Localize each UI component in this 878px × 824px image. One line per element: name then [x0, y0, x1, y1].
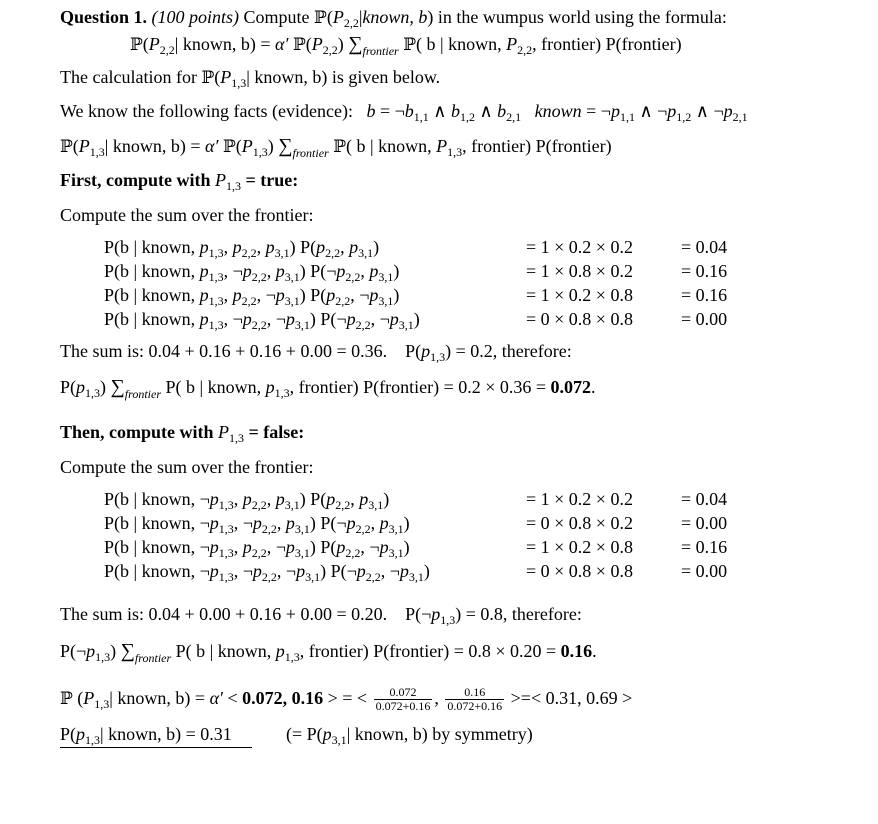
final-true-value: 0.072	[550, 377, 592, 397]
heading-false-text: Then, compute with	[60, 422, 214, 442]
question-points: (100 points)	[151, 7, 240, 27]
final-false-dot: .	[592, 641, 597, 661]
question-text: Compute	[243, 7, 310, 27]
row-false-4-mid: = 0 × 0.8 × 0.8	[526, 561, 633, 581]
final-true-mid: , frontier) P(frontier) = 0.2 × 0.36 =	[289, 377, 547, 397]
formula-tail: b | known,	[426, 34, 502, 54]
heading-true-text: First, compute with	[60, 170, 211, 190]
fraction-2-num: 0.16	[445, 686, 504, 700]
final-true-dot: .	[591, 377, 596, 397]
row-false-2-res: = 0.00	[681, 513, 728, 533]
final-answer-underline	[60, 747, 252, 748]
question-text-tail: in the wumpus world using the formula:	[437, 7, 727, 27]
row-false-1-lhs: P(b | known, $\neg p_{1,3}$, $p_{2,2}$, $p_{3,1}$) $P(p_{2,2}$, $p_{3,1}$)	[104, 489, 390, 512]
heading-true-tail: = true:	[245, 170, 299, 190]
symmetry-text: known, b) by symmetry)	[354, 724, 533, 744]
row-true-1-mid: = 1 × 0.2 × 0.2	[526, 237, 633, 257]
fraction-2	[445, 686, 504, 713]
final-false-value: 0.16	[560, 641, 593, 661]
sum-over-false: Compute the sum over the frontier:	[60, 457, 314, 477]
conclusion-v1: 0.072	[242, 687, 283, 708]
fraction-1-den: 0.072+0.16	[375, 699, 431, 714]
row-true-2-res: = 0.16	[681, 261, 728, 281]
sum-over-true: Compute the sum over the frontier:	[60, 205, 314, 225]
sum-is-true: The sum is: 0.04 + 0.16 + 0.16 + 0.00 = 0.36. $P(p_{1,3}) = 0.2$, therefore:	[60, 341, 572, 364]
calc-intro: The calculation for $ℙ(P_{1,3}|$ known, b) is given below.	[60, 67, 441, 90]
question-label: Question 1.	[60, 7, 148, 27]
fraction-2-den: 0.072+0.16	[447, 699, 503, 714]
evidence-label: We know the following facts (evidence):	[60, 101, 353, 121]
row-false-4-lhs: P(b | known, $\neg p_{1,3}$, $\neg p_{2,2}$, $\neg p_{3,1}$) $P(\neg p_{2,2}$, $\neg p_{3,1}$)	[104, 561, 430, 584]
row-true-4-mid: = 0 × 0.8 × 0.8	[526, 309, 633, 329]
sum-is-false: The sum is: 0.04 + 0.00 + 0.16 + 0.00 = 0.20. $P(\neg p_{1,3}) = 0.8$, therefore:	[60, 604, 582, 627]
prior-true: = 0.2, therefore:	[455, 341, 572, 361]
row-false-3-mid: = 1 × 0.2 × 0.8	[526, 537, 633, 557]
final-true: $P(p_{1,3})$ $\sum_{frontier}$ P( b | known, $p_{1,3}$, frontier) P(frontier) = 0.2 × 0.36 = 0.072.	[60, 376, 596, 401]
fraction-1-num: 0.072	[374, 686, 433, 700]
sum-is-true-text: The sum is: 0.04 + 0.16 + 0.16 + 0.00 = 0.36.	[60, 341, 388, 361]
row-true-2-lhs: P(b | known, $p_{1,3}$, $\neg p_{2,2}$, $p_{3,1}$) $P(\neg p_{2,2}$, $p_{3,1}$)	[104, 261, 400, 284]
row-true-4-res: = 0.00	[681, 309, 728, 329]
p13-formula: $ℙ(P_{1,3}|$ known, b) = α′ $ℙ(P_{1,3})$ $\sum_{frontier}$ ℙ( b | known, $P_{1,3}$, frontier) P(frontier)	[60, 135, 612, 160]
conclusion-known-b: known, b) =	[117, 687, 206, 708]
heading-true: First, compute with $P_{1,3}$ = true:	[60, 170, 299, 193]
row-false-1-mid: = 1 × 0.2 × 0.2	[526, 489, 633, 509]
row-true-4-lhs: P(b | known, $p_{1,3}$, $\neg p_{2,2}$, $\neg p_{3,1}$) $P(\neg p_{2,2}$, $\neg p_{3,1}$)	[104, 309, 420, 332]
row-false-3-res: = 0.16	[681, 537, 728, 557]
final-true-prefix: P( b | known,	[165, 377, 262, 397]
prior-false: = 0.8, therefore:	[465, 604, 582, 624]
conclusion-line: ℙ ($P_{1,3}|$ known, b) = α′ < 0.072, 0.16 > = < $\frac{0.072}{0.072+0.16}$ , $\frac{0.16}{0.072+0.16}$ >=< 0.31, 0.69 >	[60, 685, 633, 714]
question-line: Question 1. (100 points) Compute $ℙ(P_{2,2}|known$, b) in the wumpus world using the formula:	[60, 7, 727, 30]
final-false-prefix: P( b | known,	[175, 641, 272, 661]
row-false-1-res: = 0.04	[681, 489, 728, 509]
conclusion-v2: 0.16	[291, 687, 324, 708]
final-false-mid: , frontier) P(frontier) = 0.8 × 0.20 =	[299, 641, 557, 661]
final-answer-text: known, b) = 0.31	[108, 724, 232, 744]
final-answer: $P(p_{1,3}|$ known, b) = 0.31	[60, 724, 232, 747]
row-true-2-mid: = 1 × 0.8 × 0.2	[526, 261, 633, 281]
symmetry-note: (= $P(p_{3,1}|$ known, b) by symmetry)	[286, 724, 533, 747]
conclusion-result: >=< 0.31, 0.69 >	[510, 687, 633, 708]
row-false-2-lhs: P(b | known, $\neg p_{1,3}$, $\neg p_{2,2}$, $p_{3,1}$) $P(\neg p_{2,2}$, $p_{3,1}$)	[104, 513, 410, 536]
row-false-2-mid: = 0 × 0.8 × 0.2	[526, 513, 633, 533]
calc-text: The calculation for	[60, 67, 197, 87]
row-true-1-lhs: P(b | known, $p_{1,3}$, $p_{2,2}$, $p_{3,1}$) $P(p_{2,2}$, $p_{3,1}$)	[104, 237, 380, 260]
evidence-line: We know the following facts (evidence): $b = \neg b_{1,1}$ ∧ $b_{1,2}$ ∧ $b_{2,1}$ known = $\neg p_{1,1}$ ∧ $\neg p_{1,2}$ ∧ $\neg p_{2,1}$	[60, 101, 748, 124]
row-true-1-res: = 0.04	[681, 237, 728, 257]
fraction-1	[374, 686, 433, 713]
row-false-4-res: = 0.00	[681, 561, 728, 581]
row-true-3-mid: = 1 × 0.2 × 0.8	[526, 285, 633, 305]
frontier-subscript: frontier	[362, 44, 399, 58]
heading-false-tail: = false:	[248, 422, 305, 442]
row-true-3-res: = 0.16	[681, 285, 728, 305]
row-false-3-lhs: P(b | known, $\neg p_{1,3}$, $p_{2,2}$, $\neg p_{3,1}$) $P(p_{2,2}$, $\neg p_{3,1}$)	[104, 537, 410, 560]
formula-tail2: , frontier) P(frontier)	[532, 34, 682, 54]
main-formula: $ℙ(P_{2,2}|$ known, b) = α′ $ℙ(P_{2,2})$ $\sum_{frontier}$ ℙ( b | known, $P_{2,2}$, frontier) P(frontier)	[130, 33, 682, 58]
heading-false: Then, compute with $P_{1,3}$ = false:	[60, 422, 305, 445]
calc-tail: | known, b) is given below.	[246, 67, 441, 87]
sum-is-false-text: The sum is: 0.04 + 0.00 + 0.16 + 0.00 = 0.20.	[60, 604, 388, 624]
row-true-3-lhs: P(b | known, $p_{1,3}$, $p_{2,2}$, $\neg p_{3,1}$) $P(p_{2,2}$, $\neg p_{3,1}$)	[104, 285, 400, 308]
final-false: $P(\neg p_{1,3})$ $\sum_{frontier}$ P( b | known, $p_{1,3}$, frontier) P(frontier) = 0.8 × 0.20 = 0.16.	[60, 640, 597, 665]
